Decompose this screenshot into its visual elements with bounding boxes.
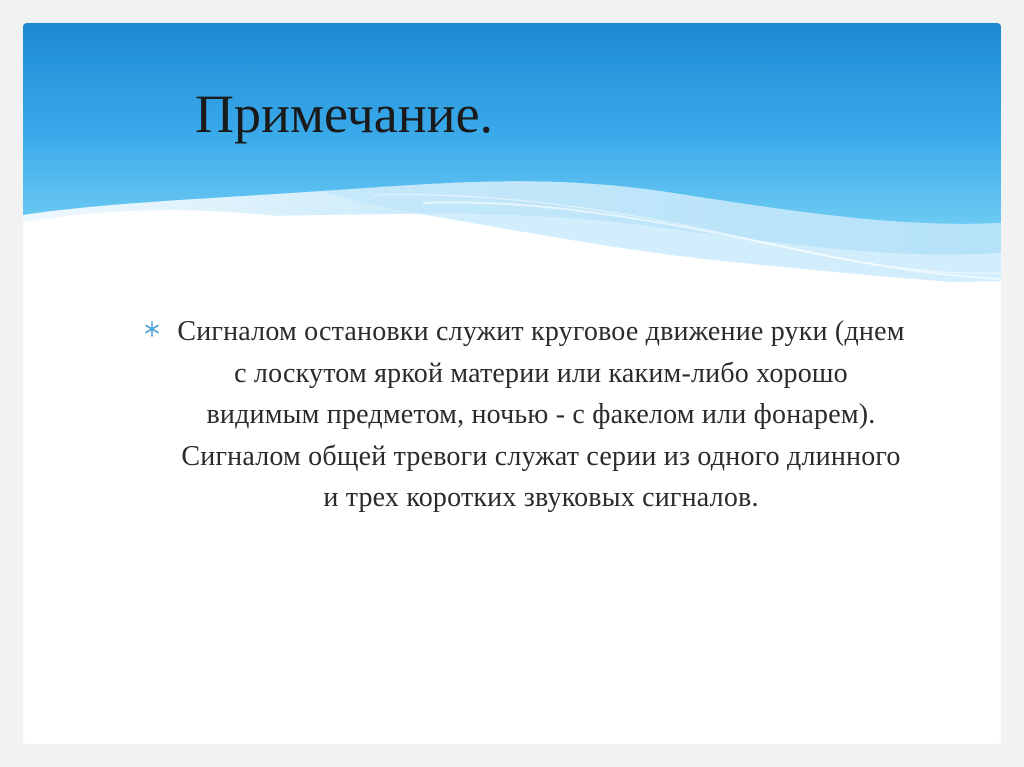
slide-content: [138, 311, 908, 519]
header-wave-background: [23, 23, 1001, 293]
bullet-text: Сигналом остановки служит круговое движение руки (днем с лоскутом яркой материи или каким-либо хорошо видимым предметом, ночью - с факелом или фонарем). Сигналом общей тревоги служат серии из одного длинного и трех коротких звуковых сигналов.: [177, 316, 905, 513]
slide-title: Примечание.: [194, 84, 494, 144]
asterisk-bullet-icon: [143, 320, 161, 338]
bullet-item: [138, 311, 908, 519]
slide: [23, 23, 1001, 744]
